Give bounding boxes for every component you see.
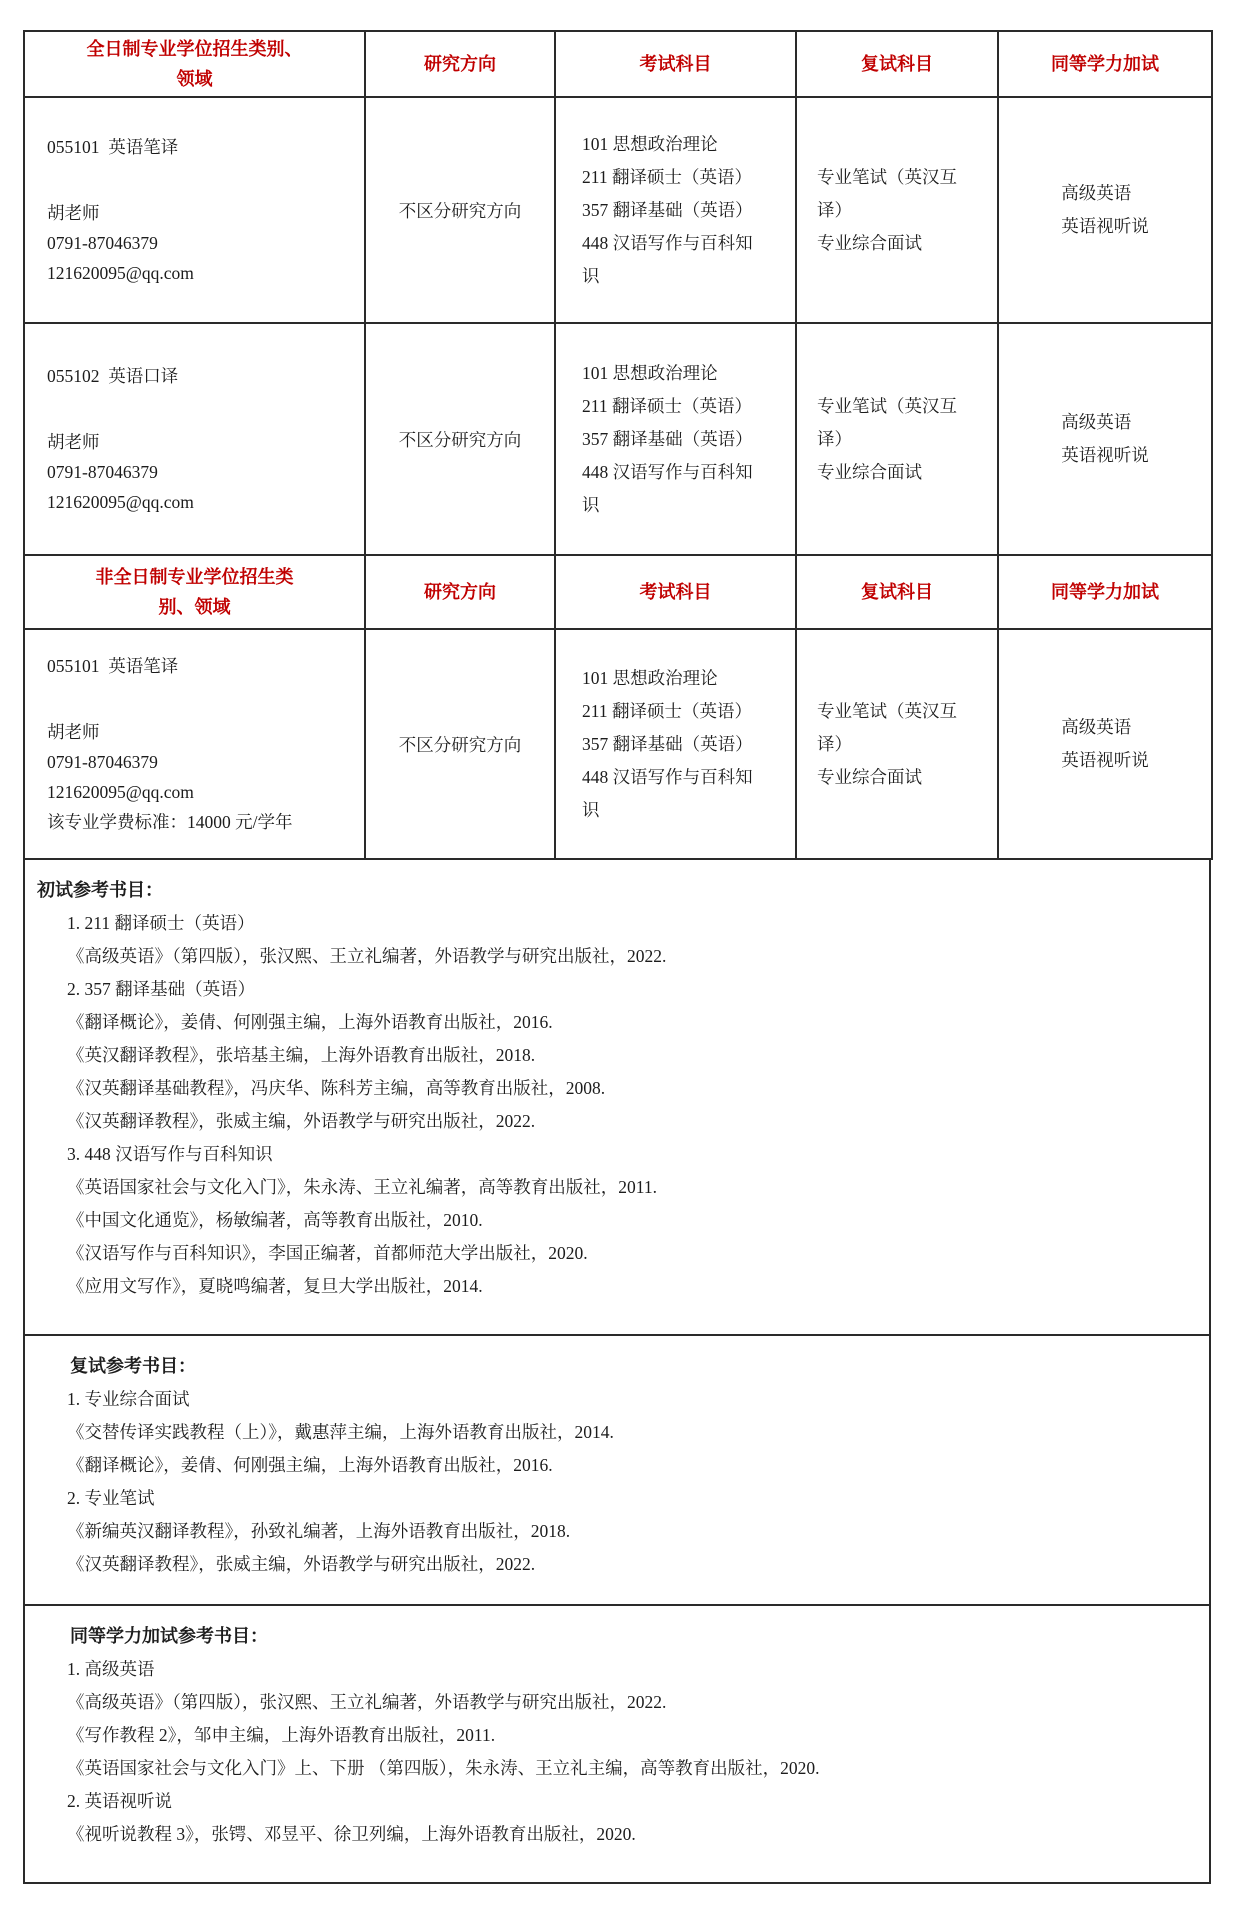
- retest-subject: 专业综合面试: [817, 461, 922, 482]
- contact-email: 121620095@qq.com: [47, 492, 194, 512]
- full-time-header-row: [24, 31, 1212, 97]
- ref-line: 《新编英汉翻译教程》，孙致礼编著，上海外语教育出版社，2018.: [67, 1521, 571, 1541]
- retest-subject: 专业综合面试: [817, 232, 922, 253]
- equivalency-subject: 英语视听说: [1061, 216, 1149, 236]
- column-header-exam-subjects: 考试科目: [639, 582, 712, 602]
- ref-line: 3. 448 汉语写作与百科知识: [67, 1144, 273, 1164]
- contact-phone: 0791-87046379: [47, 752, 158, 772]
- research-direction: 不区分研究方向: [398, 429, 522, 450]
- contact-name: 胡老师: [47, 722, 100, 742]
- section-title: 同等学力加试参考书目：: [70, 1626, 268, 1646]
- program-row-fulltime-written-translation: [24, 97, 1212, 323]
- initial-exam-references-section: [25, 860, 1209, 1334]
- ref-line: 1. 高级英语: [67, 1659, 155, 1679]
- ref-line: 《英语国家社会与文化入门》，朱永涛、王立礼编著，高等教育出版社，2011.: [67, 1177, 657, 1197]
- retest-subject: 专业笔试（英汉互译）: [817, 700, 957, 754]
- equivalency-subject: 英语视听说: [1061, 750, 1149, 770]
- exam-subject: 448 汉语写作与百科知识: [582, 461, 753, 515]
- ref-line: 《视听说教程 3》，张锷、邓昱平、徐卫列编，上海外语教育出版社，2020.: [67, 1824, 636, 1844]
- ref-line: 2. 专业笔试: [67, 1488, 155, 1508]
- program-code-name: 055101 英语笔译: [47, 137, 179, 157]
- column-header-research-direction: 研究方向: [424, 582, 496, 602]
- contact-name: 胡老师: [47, 203, 100, 223]
- ref-line: 《应用文写作》，夏晓鸣编著，复旦大学出版社，2014.: [67, 1276, 483, 1296]
- program-code-name: 055102 英语口译: [47, 366, 179, 386]
- program-row-parttime-written-translation: [24, 629, 1212, 859]
- column-header-equivalency-test: 同等学力加试: [1051, 582, 1159, 602]
- exam-subject: 101 思想政治理论: [582, 133, 718, 154]
- ref-line: 1. 专业综合面试: [67, 1389, 190, 1409]
- ref-line: 《英语国家社会与文化入门》上、下册 （第四版），朱永涛、王立礼主编，高等教育出版社，2020.: [67, 1758, 820, 1778]
- retest-subject: 专业笔试（英汉互译）: [817, 166, 957, 220]
- ref-line: 《翻译概论》，姜倩、何刚强主编，上海外语教育出版社，2016.: [67, 1012, 553, 1032]
- tuition-standard: 该专业学费标准：14000 元/学年: [47, 812, 293, 832]
- ref-line: 《高级英语》（第四版），张汉熙、王立礼编著，外语教学与研究出版社，2022.: [67, 1692, 667, 1712]
- equivalency-subject: 英语视听说: [1061, 445, 1149, 465]
- part-time-header-row: [24, 555, 1212, 629]
- ref-line: 《汉英翻译基础教程》，冯庆华、陈科芳主编，高等教育出版社，2008.: [67, 1078, 606, 1098]
- admissions-document: [23, 30, 1211, 1884]
- ref-line: 《翻译概论》，姜倩、何刚强主编，上海外语教育出版社，2016.: [67, 1455, 553, 1475]
- column-header-research-direction: 研究方向: [424, 54, 496, 74]
- column-header-full-time-category: 全日制专业学位招生类别、领域: [86, 39, 303, 89]
- section-title: 复试参考书目：: [70, 1356, 196, 1376]
- exam-subject: 101 思想政治理论: [582, 362, 718, 383]
- equivalency-subject: 高级英语: [1061, 717, 1132, 737]
- ref-line: 《中国文化通览》，杨敏编著，高等教育出版社，2010.: [67, 1210, 483, 1230]
- research-direction: 不区分研究方向: [398, 200, 522, 221]
- retest-subject: 专业笔试（英汉互译）: [817, 395, 957, 449]
- column-header-retest-subjects: 复试科目: [861, 54, 933, 74]
- ref-line: 《写作教程 2》，邹申主编，上海外语教育出版社，2011.: [67, 1725, 496, 1745]
- ref-line: 《汉语写作与百科知识》，李国正编著，首都师范大学出版社，2020.: [67, 1243, 588, 1263]
- section-title: 初试参考书目：: [37, 880, 163, 900]
- exam-subject: 448 汉语写作与百科知识: [582, 232, 753, 286]
- exam-subject: 357 翻译基础（英语）: [582, 733, 753, 754]
- exam-subject: 357 翻译基础（英语）: [582, 199, 753, 220]
- column-header-retest-subjects: 复试科目: [861, 582, 933, 602]
- ref-line: 1. 211 翻译硕士（英语）: [67, 913, 255, 933]
- research-direction: 不区分研究方向: [398, 734, 522, 755]
- retest-references-section: [25, 1334, 1209, 1604]
- ref-line: 2. 357 翻译基础（英语）: [67, 979, 256, 999]
- column-header-equivalency-test: 同等学力加试: [1051, 54, 1159, 74]
- program-code-name: 055101 英语笔译: [47, 656, 179, 676]
- retest-subject: 专业综合面试: [817, 766, 922, 787]
- contact-phone: 0791-87046379: [47, 462, 158, 482]
- exam-subject: 211 翻译硕士（英语）: [582, 700, 752, 721]
- contact-name: 胡老师: [47, 432, 100, 452]
- reference-books-panel: [23, 860, 1211, 1884]
- admissions-table: [23, 30, 1213, 860]
- ref-line: 《英汉翻译教程》，张培基主编，上海外语教育出版社，2018.: [67, 1045, 536, 1065]
- exam-subject: 101 思想政治理论: [582, 667, 718, 688]
- column-header-part-time-category: 非全日制专业学位招生类别、领域: [95, 567, 294, 617]
- ref-line: 《交替传译实践教程（上）》，戴惠萍主编，上海外语教育出版社，2014.: [67, 1422, 614, 1442]
- contact-phone: 0791-87046379: [47, 233, 158, 253]
- contact-email: 121620095@qq.com: [47, 782, 194, 802]
- exam-subject: 448 汉语写作与百科知识: [582, 766, 753, 820]
- exam-subject: 357 翻译基础（英语）: [582, 428, 753, 449]
- column-header-exam-subjects: 考试科目: [639, 54, 712, 74]
- equivalency-subject: 高级英语: [1061, 183, 1132, 203]
- ref-line: 2. 英语视听说: [67, 1791, 172, 1811]
- program-row-fulltime-interpreting: [24, 323, 1212, 555]
- exam-subject: 211 翻译硕士（英语）: [582, 395, 752, 416]
- equivalency-test-references-section: [25, 1604, 1209, 1882]
- ref-line: 《汉英翻译教程》，张威主编，外语教学与研究出版社，2022.: [67, 1111, 536, 1131]
- ref-line: 《高级英语》（第四版），张汉熙、王立礼编著，外语教学与研究出版社，2022.: [67, 946, 667, 966]
- exam-subject: 211 翻译硕士（英语）: [582, 166, 752, 187]
- equivalency-subject: 高级英语: [1061, 412, 1132, 432]
- ref-line: 《汉英翻译教程》，张威主编，外语教学与研究出版社，2022.: [67, 1554, 536, 1574]
- contact-email: 121620095@qq.com: [47, 263, 194, 283]
